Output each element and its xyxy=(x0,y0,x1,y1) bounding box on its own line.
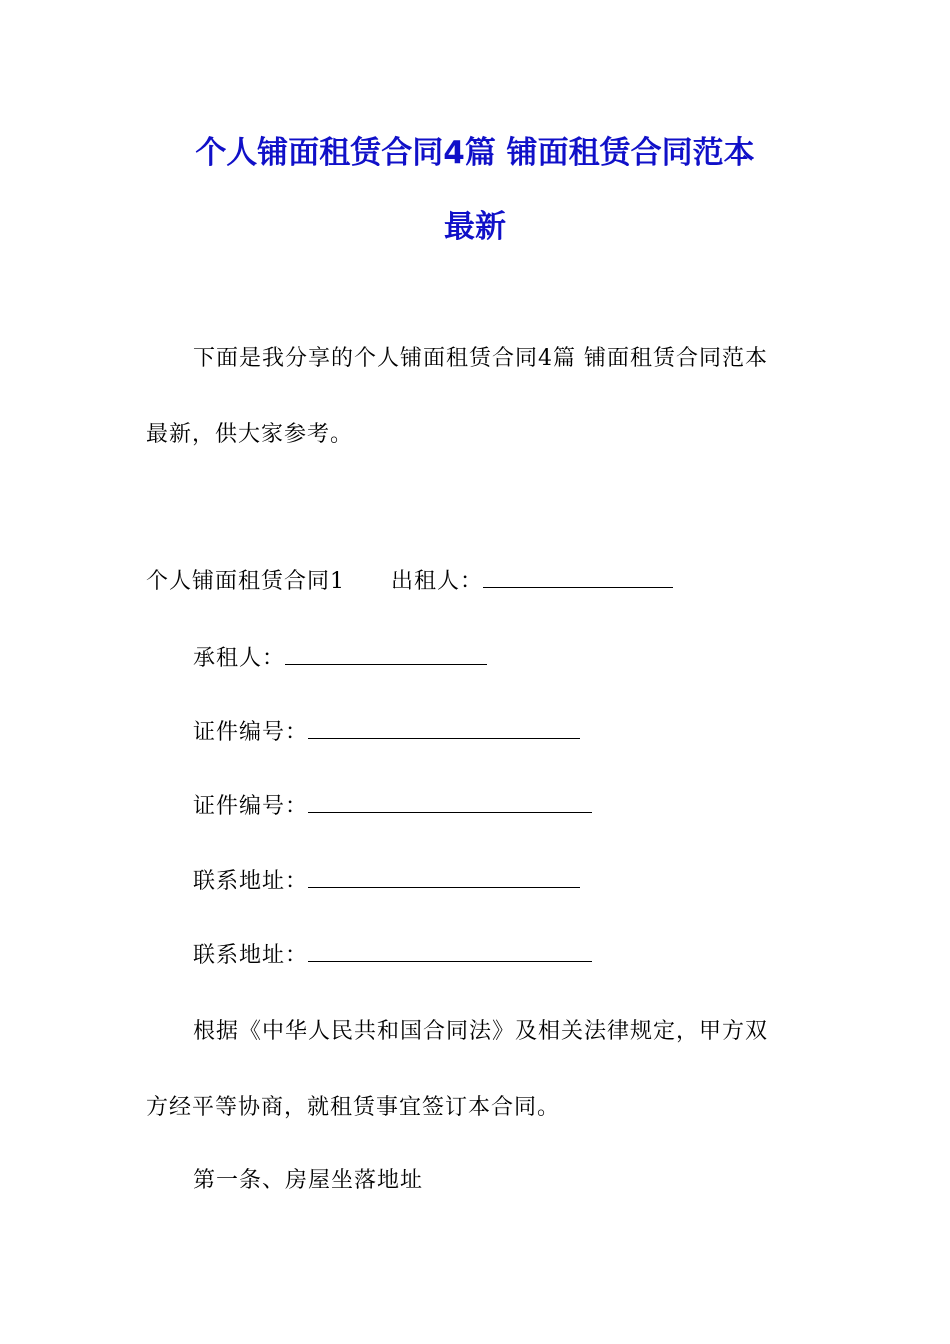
intro-line-2: 最新，供大家参考。 xyxy=(146,422,354,447)
page-title-line-2: 最新 xyxy=(444,209,506,245)
id-number-blank xyxy=(308,718,580,739)
id-number-label: 证件编号： xyxy=(193,794,309,819)
address-row-2 xyxy=(193,941,592,971)
address-label: 联系地址： xyxy=(193,943,309,968)
id-number-label: 证件编号： xyxy=(193,720,309,745)
id-number-row-1 xyxy=(193,718,580,748)
preamble-line-2: 方经平等协商，就租赁事宜签订本合同。 xyxy=(146,1095,561,1120)
address-label: 联系地址： xyxy=(193,869,309,894)
lessor-label: 出租人： xyxy=(391,569,484,594)
address-blank xyxy=(308,867,580,888)
id-number-row-2 xyxy=(193,792,592,822)
id-number-blank xyxy=(308,792,592,813)
lessor-blank xyxy=(483,567,673,588)
lessee-row xyxy=(193,644,487,674)
contract-heading-row xyxy=(146,567,673,597)
lessee-blank xyxy=(285,644,487,665)
article-1-title: 第一条、房屋坐落地址 xyxy=(193,1168,424,1193)
contract-heading: 个人铺面租赁合同1 xyxy=(146,569,345,594)
address-blank xyxy=(308,941,592,962)
page-title-line-1: 个人铺面租赁合同4篇 铺面租赁合同范本 xyxy=(195,135,755,171)
lessee-label: 承租人： xyxy=(193,646,286,671)
intro-line-1: 下面是我分享的个人铺面租赁合同4篇 铺面租赁合同范本 xyxy=(193,346,768,371)
preamble-line-1: 根据《中华人民共和国合同法》及相关法律规定，甲方双 xyxy=(193,1019,769,1044)
address-row-1 xyxy=(193,867,580,897)
